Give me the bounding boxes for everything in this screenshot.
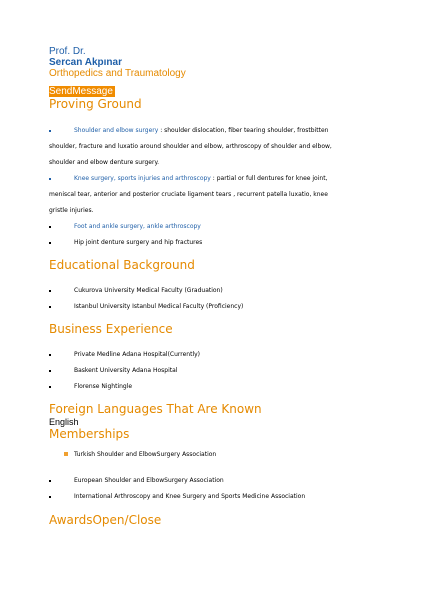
proving-ground-list [49, 123, 409, 251]
section-title-education: Educational Background [49, 258, 195, 272]
bullet-icon [49, 226, 51, 228]
doctor-name: Sercan Akpınar [49, 57, 122, 68]
item-text: : partial or full dentures for knee joint, [212, 175, 328, 182]
bullet-icon [49, 354, 51, 356]
list-item [49, 447, 409, 463]
list-item [49, 123, 409, 171]
list-item [49, 347, 409, 363]
academic-title: Prof. Dr. [49, 46, 86, 57]
profile-document [49, 46, 409, 527]
item-text: Baskent University Adana Hospital [74, 367, 178, 374]
language-value: English [49, 417, 79, 427]
list-item [49, 363, 409, 379]
link-shoulder-elbow-surgery[interactable]: Shoulder and elbow surgery [74, 127, 159, 134]
education-list [49, 283, 409, 315]
list-item [49, 379, 409, 395]
item-text: Hip joint denture surgery and hip fractures [74, 239, 203, 246]
item-text: : shoulder dislocation, fiber tearing shoulder, frostbitten [160, 127, 329, 134]
item-text: meniscal tear, anterior and posterior cruciate ligament tears , recurrent patella luxatio, knee [49, 191, 328, 198]
bullet-icon [49, 386, 51, 388]
list-item [49, 489, 409, 505]
list-item [49, 283, 409, 299]
business-list [49, 347, 409, 395]
item-text: Istanbul University Istanbul Medical Faculty (Proficiency) [74, 303, 244, 310]
bullet-icon [49, 130, 51, 132]
bullet-icon [49, 480, 51, 482]
item-text: Florense Nightingle [74, 383, 133, 390]
list-item [49, 235, 409, 251]
item-text: Turkish Shoulder and ElbowSurgery Association [74, 451, 217, 458]
list-item [49, 473, 409, 489]
section-title-business: Business Experience [49, 322, 173, 336]
bullet-icon [49, 496, 51, 498]
list-item [49, 299, 409, 315]
bullet-icon [49, 242, 51, 244]
list-item [49, 219, 409, 235]
item-text: shoulder and elbow denture surgery. [49, 159, 160, 166]
item-text: Cukurova University Medical Faculty (Graduation) [74, 287, 223, 294]
square-bullet-icon [64, 452, 68, 456]
item-text: gristle injuries. [49, 207, 94, 214]
section-title-awards-toggle[interactable]: AwardsOpen/Close [49, 513, 162, 527]
item-text: Private Medline Adana Hospital(Currently) [74, 351, 201, 358]
item-text: shoulder, fracture and luxatio around shoulder and elbow, arthroscopy of shoulder and elbow, [49, 143, 332, 150]
bullet-icon [49, 306, 51, 308]
bullet-icon [49, 290, 51, 292]
department: Orthopedics and Traumatology [49, 68, 186, 79]
section-title-memberships: Memberships [49, 427, 130, 441]
memberships-list [49, 447, 409, 505]
item-text: European Shoulder and ElbowSurgery Association [74, 477, 224, 484]
bullet-icon [49, 370, 51, 372]
link-foot-ankle-surgery[interactable]: Foot and ankle surgery, ankle arthroscopy [74, 223, 201, 230]
section-title-proving-ground: Proving Ground [49, 97, 142, 111]
item-text: International Arthroscopy and Knee Surgery and Sports Medicine Association [74, 493, 306, 500]
section-title-languages: Foreign Languages That Are Known [49, 402, 262, 416]
bullet-icon [49, 178, 51, 180]
link-knee-surgery[interactable]: Knee surgery, sports injuries and arthroscopy [74, 175, 211, 182]
list-item [49, 171, 409, 219]
send-message-button[interactable]: SendMessage [49, 86, 113, 97]
